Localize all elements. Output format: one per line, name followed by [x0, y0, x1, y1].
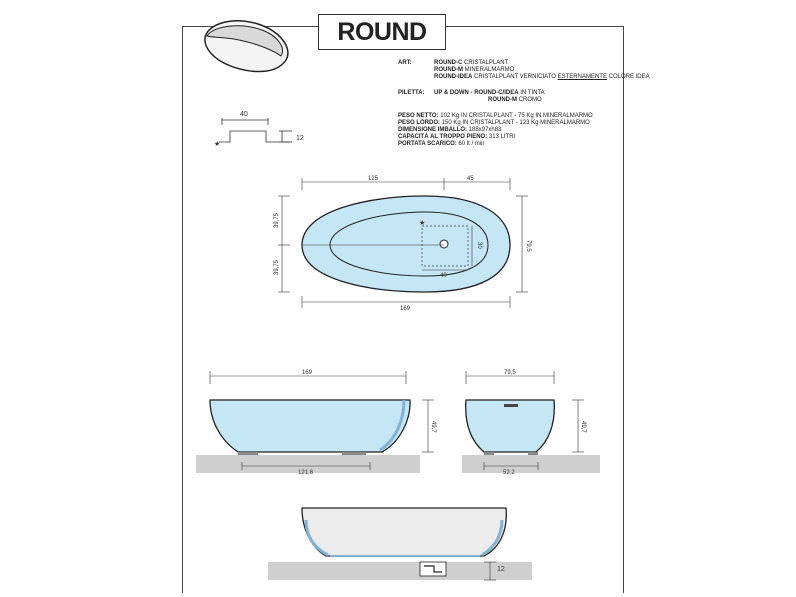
thumbnail-tub [205, 21, 288, 72]
spec-key: CAPACITÀ AL TROPPO PIENO: [398, 134, 488, 140]
plan-top-dim-a: 125 [368, 176, 379, 182]
spec-value: 150 Kg IN CRISTALPLANT - 123 Kg MINERALMARMO [441, 120, 590, 126]
front-width-label: 79,5 [504, 370, 516, 376]
front-view [462, 371, 600, 473]
side-base-label: 121,8 [298, 470, 314, 476]
side-height-label: 49,7 [430, 421, 436, 433]
spec-key: PILETTA: [398, 90, 425, 96]
spec-value: 102 Kg IN CRISTALPLANT - 75 Kg IN MINERALMARMO [440, 113, 593, 119]
side-width-label: 169 [302, 370, 313, 376]
spec-value: CRISTALPLANT VERNICIATO [474, 74, 556, 80]
plan-right-dim: 79,5 [525, 240, 531, 252]
plan-bottom-dim: 169 [400, 306, 411, 312]
plan-drain-height: 30 [476, 242, 482, 249]
spec-value-underlined: ESTERNAMENTE [557, 74, 607, 80]
spec-value: COLORE IDEA [608, 74, 650, 80]
spec-value: CRISTALPLANT [464, 60, 509, 66]
spec-value: MINERALMARMO [464, 67, 515, 73]
spec-key: PORTATA SCARICO: [398, 141, 457, 147]
spec-value: 313 LITRI [488, 134, 516, 140]
spec-key: PESO LORDO: [398, 120, 441, 126]
spec-code: ROUND-M [434, 67, 463, 73]
plan-left-dim-a: 39,75 [274, 212, 280, 228]
front-height-label: 49,7 [580, 421, 586, 433]
profile-detail [219, 118, 292, 142]
spec-value: 188x97xh83 [468, 127, 502, 133]
spec-code: UP & DOWN - ROUND-C/IDEA [434, 90, 519, 96]
spec-code: ROUND-IDEA [434, 74, 473, 80]
plan-top-dim-b: 45 [467, 176, 474, 182]
spec-value: CROMO [518, 97, 542, 103]
plan-view [278, 178, 528, 308]
step-height-label: 12 [296, 135, 304, 142]
spec-code: ROUND-M [488, 97, 517, 103]
spec-value: 60 lt / min [458, 141, 485, 147]
plan-drain-width: 40 [440, 273, 447, 279]
star-marker-icon: ★ [214, 141, 221, 148]
front-base-label: 52,2 [503, 470, 515, 476]
spec-key: DIMENSIONE IMBALLO: [398, 127, 467, 133]
spec-key: PESO NETTO: [398, 113, 439, 119]
spec-value: IN TINTA [520, 90, 545, 96]
spec-code: ROUND-C [434, 60, 463, 66]
side-view [196, 371, 434, 473]
spec-key: ART: [398, 60, 412, 66]
plan-left-dim-b: 39,75 [274, 259, 280, 275]
install-height-label: 12 [497, 566, 505, 573]
step-width-label: 40 [240, 111, 248, 118]
star-marker-icon: ★ [419, 220, 426, 227]
product-title-text: ROUND [337, 17, 427, 46]
install-view [268, 508, 532, 580]
